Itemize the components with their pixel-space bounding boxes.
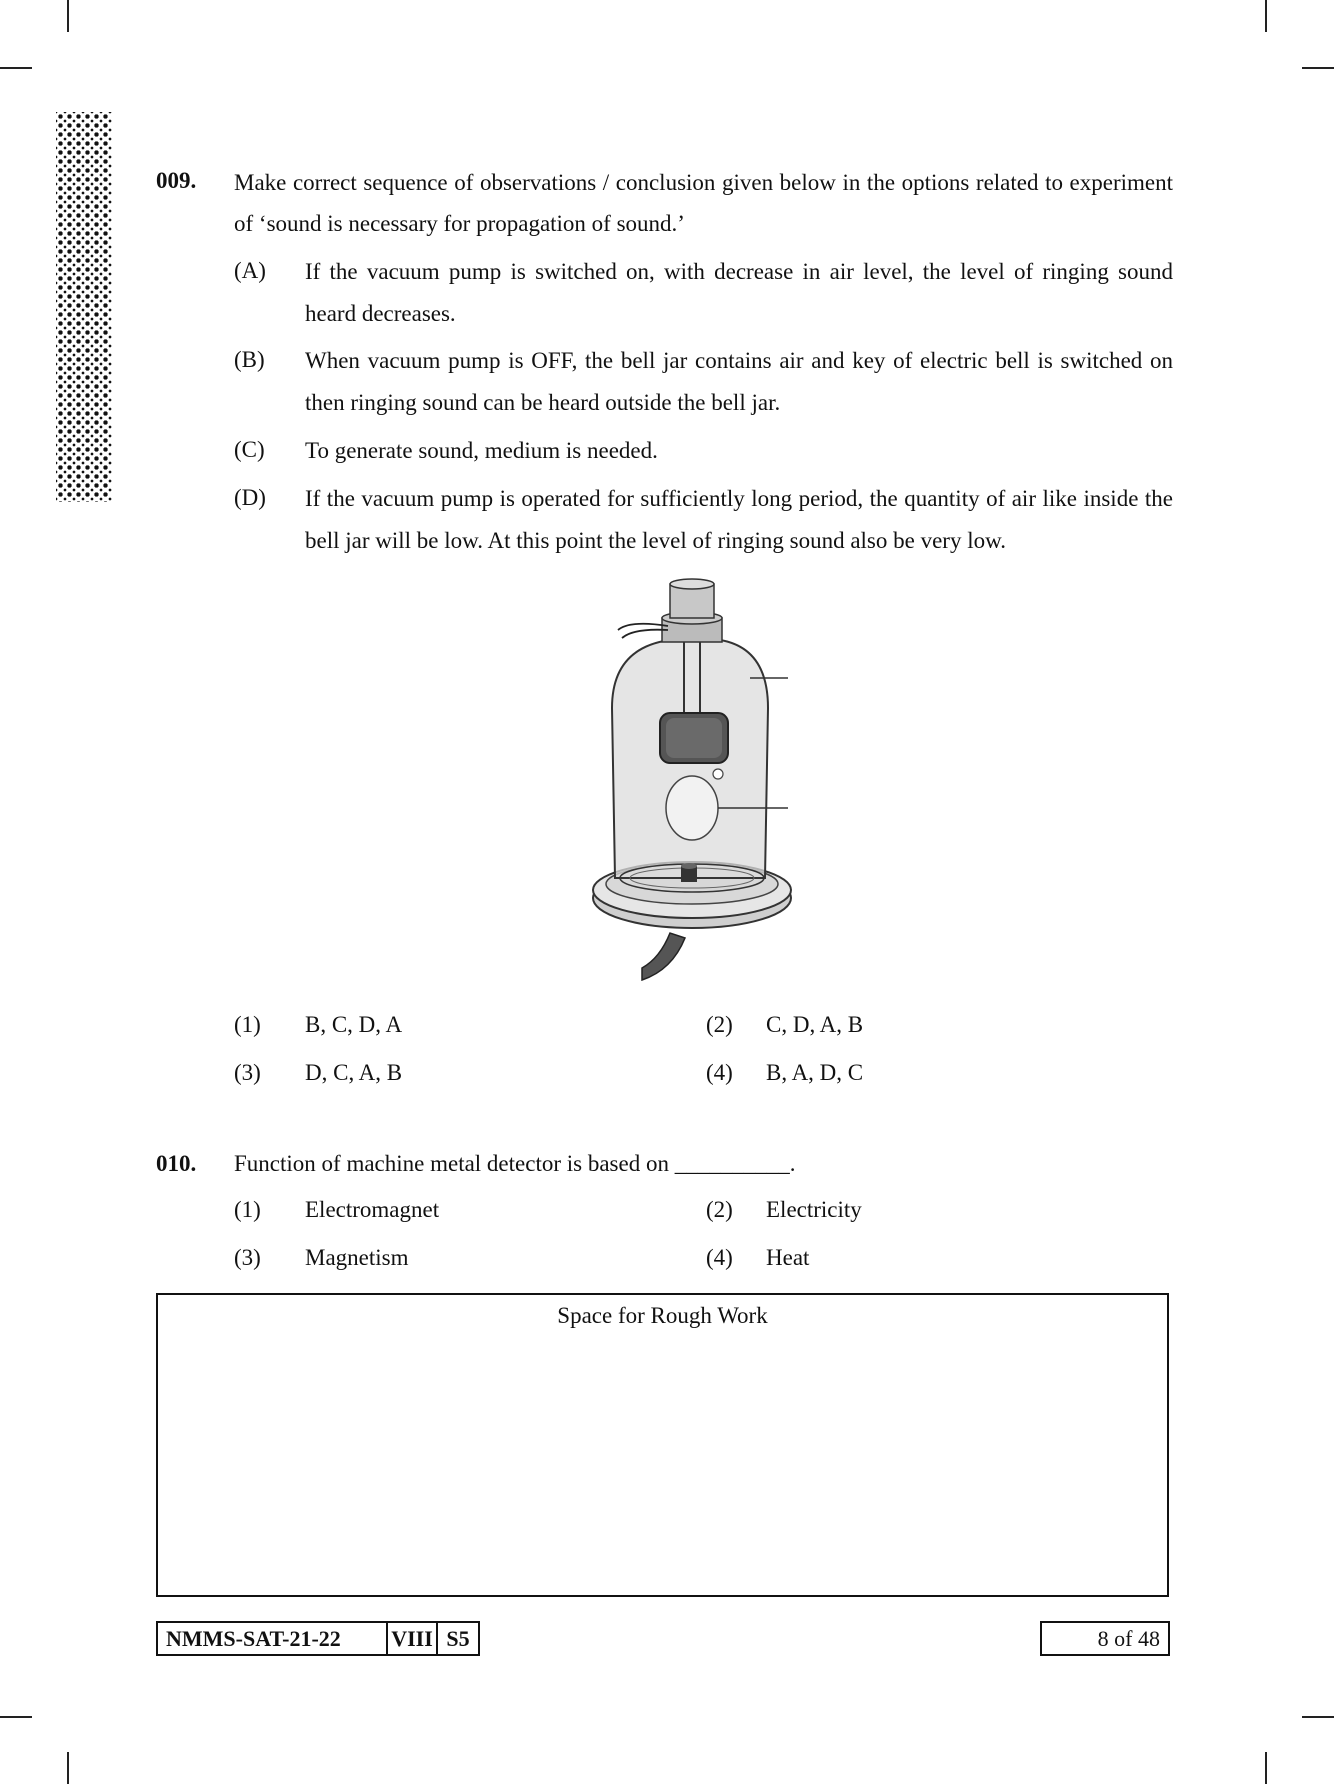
statement-c-text: To generate sound, medium is needed. [305, 438, 658, 463]
statement-c-label: (C) [234, 437, 265, 462]
statement-a-label: (A) [234, 258, 266, 283]
crop-mark [1265, 1752, 1267, 1784]
q9-option-2-text: C, D, A, B [766, 1012, 864, 1037]
q9-option-4-text: B, A, D, C [766, 1060, 864, 1085]
q9-option-1-text: B, C, D, A [305, 1012, 403, 1037]
q9-option-3-number: (3) [234, 1060, 261, 1085]
question-9-number: 009. [156, 168, 197, 193]
statement-d-text: If the vacuum pump is operated for sufficiently long period, the quantity of air like inside the bell jar will be low. At this point the level of ringing sound also be very low. [305, 486, 1173, 553]
rough-work-box [156, 1293, 1169, 1597]
exam-code: NMMS-SAT-21-22 [158, 1623, 388, 1654]
q10-option-3-number: (3) [234, 1245, 261, 1270]
question-10-number: 010. [156, 1151, 197, 1176]
q10-option-4-text: Heat [766, 1245, 810, 1270]
q10-option-3-text: Magnetism [305, 1245, 409, 1270]
q10-option-1-number: (1) [234, 1197, 261, 1222]
question-9-text: Make correct sequence of observations / conclusion given below in the options related to experiment of ‘sound is necessary for propagation of sound.’ [234, 170, 1173, 236]
crop-mark [1302, 67, 1334, 69]
crop-mark [1265, 0, 1267, 32]
q10-option-4-number: (4) [706, 1245, 733, 1270]
q10-option-1-text: Electromagnet [305, 1197, 440, 1222]
q10-option-2-text: Electricity [766, 1197, 862, 1222]
q9-option-2-number: (2) [706, 1012, 733, 1037]
rough-work-label: Space for Rough Work [557, 1303, 768, 1328]
statement-d-label: (D) [234, 485, 266, 510]
statement-a-text: If the vacuum pump is switched on, with decrease in air level, the level of ringing sound heard decreases. [305, 259, 1173, 326]
exam-class: VIII [388, 1623, 438, 1654]
crop-mark [67, 1752, 69, 1784]
statement-b-label: (B) [234, 347, 265, 372]
page-number: 8 of 48 [1040, 1621, 1170, 1656]
crop-mark [0, 1716, 32, 1718]
q9-option-1-number: (1) [234, 1012, 261, 1037]
crop-mark [1302, 1716, 1334, 1718]
q9-option-3-text: D, C, A, B [305, 1060, 403, 1085]
footer-exam-code [156, 1621, 480, 1656]
q9-option-4-number: (4) [706, 1060, 733, 1085]
q10-option-2-number: (2) [706, 1197, 733, 1222]
bell-jar-figure [590, 578, 800, 983]
question-10-text: Function of machine metal detector is based on __________. [234, 1151, 796, 1176]
decorative-pattern-strip [56, 112, 112, 502]
crop-mark [0, 67, 32, 69]
statement-b-text: When vacuum pump is OFF, the bell jar contains air and key of electric bell is switched on then ringing sound can be heard outside the bell jar. [305, 348, 1173, 415]
crop-mark [67, 0, 69, 32]
exam-set: S5 [446, 1625, 470, 1651]
